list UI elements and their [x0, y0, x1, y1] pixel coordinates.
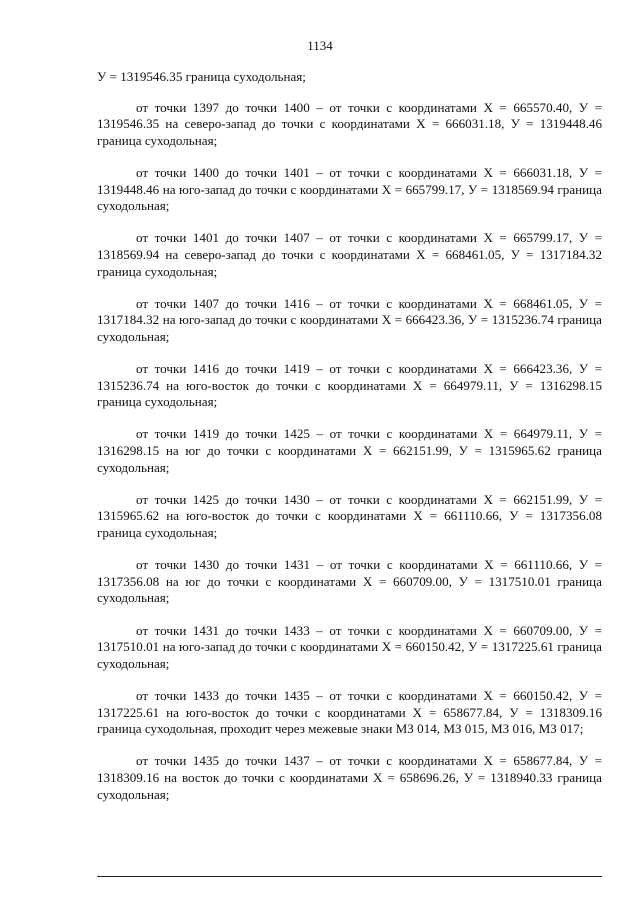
paragraph-text: от точки 1430 до точки 1431 – от точки с координатами Х = 661110.66, У = 1317356.08 на юг до точки с координатами Х = 660709.00, У = 1317510.01 граница суходольная; [97, 557, 602, 606]
boundary-paragraph [97, 361, 602, 411]
lead-line: У = 1319546.35 граница суходольная; [97, 69, 306, 84]
boundary-paragraph [97, 753, 602, 803]
boundary-paragraph [97, 492, 602, 542]
paragraph-text: от точки 1401 до точки 1407 – от точки с координатами Х = 665799.17, У = 1318569.94 на северо-запад до точки с координатами Х = 668461.05, У = 1317184.32 граница суходольная; [97, 230, 602, 279]
paragraph-text: от точки 1433 до точки 1435 – от точки с координатами Х = 660150.42, У = 1317225.61 на юго-восток до точки с координатами Х = 658677.84, У = 1318309.16 граница суходольная, проходит через межевые знаки МЗ 014, МЗ 015, МЗ 016, МЗ 017; [97, 687, 602, 737]
boundary-paragraph [97, 100, 602, 150]
boundary-paragraph [97, 557, 602, 607]
paragraph-text: от точки 1407 до точки 1416 – от точки с координатами Х = 668461.05, У = 1317184.32 на юго-запад до точки с координатами Х = 666423.36, У = 1315236.74 граница суходольная; [97, 295, 602, 344]
paragraph-text: от точки 1435 до точки 1437 – от точки с координатами Х = 658677.84, У = 1318309.16 на восток до точки с координатами Х = 658696.26, У = 1318940.33 граница суходольная; [97, 753, 602, 802]
paragraph-text: от точки 1416 до точки 1419 – от точки с координатами Х = 666423.36, У = 1315236.74 на юго-восток до точки с координатами Х = 664979.11, У = 1316298.15 граница суходольная; [97, 361, 602, 410]
boundary-paragraph [97, 165, 602, 215]
footer-divider [97, 876, 602, 877]
boundary-paragraph [97, 426, 602, 476]
boundary-paragraph [97, 623, 602, 673]
paragraph-text: от точки 1397 до точки 1400 – от точки с координатами Х = 665570.40, У = 1319546.35 на северо-запад до точки с координатами Х = 666031.18, У = 1319448.46 граница суходольная; [97, 99, 602, 148]
page-number: 1134 [307, 38, 333, 53]
paragraph-text: от точки 1419 до точки 1425 – от точки с координатами Х = 664979.11, У = 1316298.15 на юг до точки с координатами Х = 662151.99, У = 1315965.62 граница суходольная; [97, 426, 602, 475]
paragraph-text: от точки 1425 до точки 1430 – от точки с координатами Х = 662151.99, У = 1315965.62 на юго-восток до точки с координатами Х = 661110.66, У = 1317356.08 граница суходольная; [97, 491, 602, 541]
page-content [97, 69, 602, 819]
boundary-paragraph [97, 296, 602, 346]
boundary-paragraph [97, 688, 602, 738]
paragraph-text: от точки 1400 до точки 1401 – от точки с координатами Х = 666031.18, У = 1319448.46 на юго-запад до точки с координатами Х = 665799.17, У = 1318569.94 граница суходольная; [97, 164, 602, 214]
paragraph-text: от точки 1431 до точки 1433 – от точки с координатами Х = 660709.00, У = 1317510.01 на юго-запад до точки с координатами Х = 660150.42, У = 1317225.61 граница суходольная; [97, 622, 602, 671]
boundary-paragraph [97, 230, 602, 280]
